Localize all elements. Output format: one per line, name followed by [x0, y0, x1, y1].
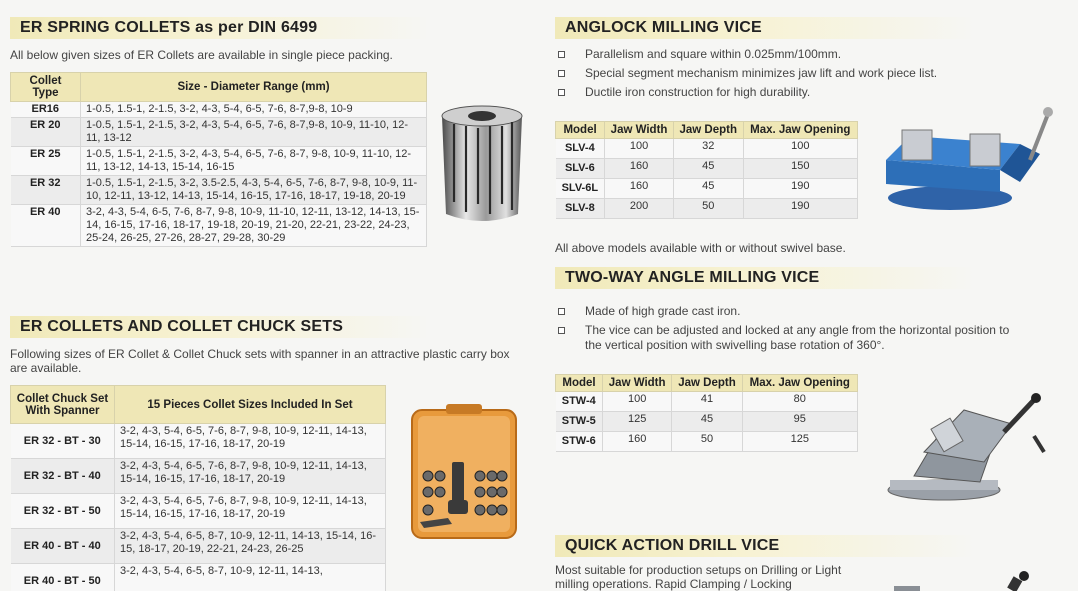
table-row: SLV-4 100 32 100: [556, 139, 858, 159]
er-collet-image: [434, 102, 530, 230]
table-header: Collet Chuck Set With Spanner: [11, 386, 115, 424]
er-collets-intro: All below given sizes of ER Collets are available in single piece packing.: [10, 48, 393, 62]
two-way-vice-image: [884, 392, 1064, 504]
anglock-features: [555, 47, 1055, 104]
table-row: SLV-8 200 50 190: [556, 199, 858, 219]
drill-vice-image: [884, 568, 1064, 591]
set-sizes: 3-2, 4-3, 5-4, 6-5, 7-6, 8-7, 9-8, 10-9, 12-11, 14-13, 15-14, 16-15, 17-16, 18-17, 20-19: [115, 494, 386, 529]
er-collets-table: [10, 72, 427, 247]
table-row: [11, 205, 427, 247]
checkbox-bullet-icon: [558, 327, 565, 334]
collet-type: ER 25: [11, 147, 81, 176]
table-header: Model: [556, 122, 605, 139]
set-sizes: 3-2, 4-3, 5-4, 6-5, 7-6, 8-7, 9-8, 10-9, 12-11, 14-13, 15-14, 16-15, 17-16, 18-17, 20-19: [115, 459, 386, 494]
table-row: STW-5 125 45 95: [556, 412, 858, 432]
checkbox-bullet-icon: [558, 308, 565, 315]
table-row: [11, 529, 386, 564]
set-name: ER 32 - BT - 40: [11, 459, 115, 494]
collet-type: ER16: [11, 102, 81, 118]
table-header: Size - Diameter Range (mm): [81, 73, 427, 102]
table-row: [11, 147, 427, 176]
size-range: 1-0.5, 1.5-1, 2-1.5, 3-2, 4-3, 5-4, 6-5, 7-6, 8-7,9-8, 10-9, 11-10, 12-11, 13-12: [81, 118, 427, 147]
set-sizes: 3-2, 4-3, 5-4, 6-5, 8-7, 10-9, 12-11, 14-13, 15-14, 16-15, 18-17, 20-19, 22-21, 24-23, 26-25: [115, 529, 386, 564]
checkbox-bullet-icon: [558, 51, 565, 58]
set-name: ER 40 - BT - 40: [11, 529, 115, 564]
table-row: [11, 564, 386, 591]
set-name: ER 32 - BT - 50: [11, 494, 115, 529]
table-header: Max. Jaw Opening: [743, 122, 857, 139]
table-row: [11, 102, 427, 118]
table-row: SLV-6 160 45 150: [556, 159, 858, 179]
er-collets-title: ER SPRING COLLETS as per DIN 6499: [10, 17, 430, 39]
anglock-note: All above models available with or without swivel base.: [555, 241, 846, 255]
twoway-title: TWO-WAY ANGLE MILLING VICE: [555, 267, 975, 289]
table-header: Jaw Depth: [672, 375, 742, 392]
set-name: ER 40 - BT - 50: [11, 564, 115, 591]
size-range: 3-2, 4-3, 5-4, 6-5, 7-6, 8-7, 9-8, 10-9, 11-10, 12-11, 13-12, 14-13, 15-14, 16-15, 17-16, 18-17, 19-18, 20-19, 21-20, 22-21, 23-22, 24-23, 25-24, 26-25, 27-26, 28-27, 29-28, 30-29: [81, 205, 427, 247]
table-header: 15 Pieces Collet Sizes Included In Set: [115, 386, 386, 424]
quick-action-title: QUICK ACTION DRILL VICE: [555, 535, 975, 557]
table-row: [11, 424, 386, 459]
set-sizes: 3-2, 4-3, 5-4, 6-5, 8-7, 10-9, 12-11, 14-13,: [115, 564, 386, 591]
anglock-table: [555, 121, 858, 219]
table-header: Collet Type: [11, 73, 81, 102]
twoway-table: [555, 374, 858, 452]
set-name: ER 32 - BT - 30: [11, 424, 115, 459]
anglock-title: ANGLOCK MILLING VICE: [555, 17, 975, 39]
list-item: Parallelism and square within 0.025mm/100mm.: [555, 47, 1055, 62]
collet-type: ER 20: [11, 118, 81, 147]
table-row: STW-6 160 50 125: [556, 432, 858, 452]
size-range: 1-0.5, 1.5-1, 2-1.5, 3-2, 4-3, 5-4, 6-5, 7-6, 8-7, 9-8, 10-9, 11-10, 12-11, 13-12, 14-13, 15-14, 16-15: [81, 147, 427, 176]
table-row: [11, 118, 427, 147]
quick-action-intro: Most suitable for production setups on Drilling or Light milling operations. Rapid Clamping / Locking: [555, 563, 842, 591]
table-row: [11, 494, 386, 529]
list-item: The vice can be adjusted and locked at any angle from the horizontal position to the vertical position with swivelling base rotation of 360°.: [555, 323, 1015, 353]
chuck-sets-table: [10, 385, 386, 591]
chuck-sets-intro: Following sizes of ER Collet & Collet Chuck sets with spanner in an attractive plastic carry box are available.: [10, 347, 510, 375]
collet-chuck-set-box-image: [408, 404, 520, 544]
size-range: 1-0.5, 1.5-1, 2-1.5, 3-2, 4-3, 5-4, 6-5, 7-6, 8-7,9-8, 10-9: [81, 102, 427, 118]
set-sizes: 3-2, 4-3, 5-4, 6-5, 7-6, 8-7, 9-8, 10-9, 12-11, 14-13, 15-14, 16-15, 17-16, 18-17, 20-19: [115, 424, 386, 459]
twoway-features: [555, 304, 1015, 357]
table-row: [11, 176, 427, 205]
table-header: Model: [556, 375, 603, 392]
table-header: Jaw Depth: [673, 122, 743, 139]
collet-type: ER 32: [11, 176, 81, 205]
anglock-vice-image: [880, 100, 1070, 215]
collet-type: ER 40: [11, 205, 81, 247]
table-row: SLV-6L 160 45 190: [556, 179, 858, 199]
checkbox-bullet-icon: [558, 70, 565, 77]
list-item: Special segment mechanism minimizes jaw lift and work piece list.: [555, 66, 1055, 81]
table-header: Jaw Width: [605, 122, 674, 139]
chuck-sets-title: ER COLLETS AND COLLET CHUCK SETS: [10, 316, 430, 338]
size-range: 1-0.5, 1.5-1, 2-1.5, 3-2, 3.5-2.5, 4-3, 5-4, 6-5, 7-6, 8-7, 9-8, 10-9, 11-10, 12-11, 13-12, 14-13, 15-14, 16-15, 17-16, 18-17, 19-18, 20-19: [81, 176, 427, 205]
table-row: [11, 459, 386, 494]
list-item: Ductile iron construction for high durability.: [555, 85, 1055, 100]
table-row: STW-4 100 41 80: [556, 392, 858, 412]
table-header: Max. Jaw Opening: [742, 375, 857, 392]
list-item: Made of high grade cast iron.: [555, 304, 1015, 319]
table-header: Jaw Width: [602, 375, 671, 392]
checkbox-bullet-icon: [558, 89, 565, 96]
